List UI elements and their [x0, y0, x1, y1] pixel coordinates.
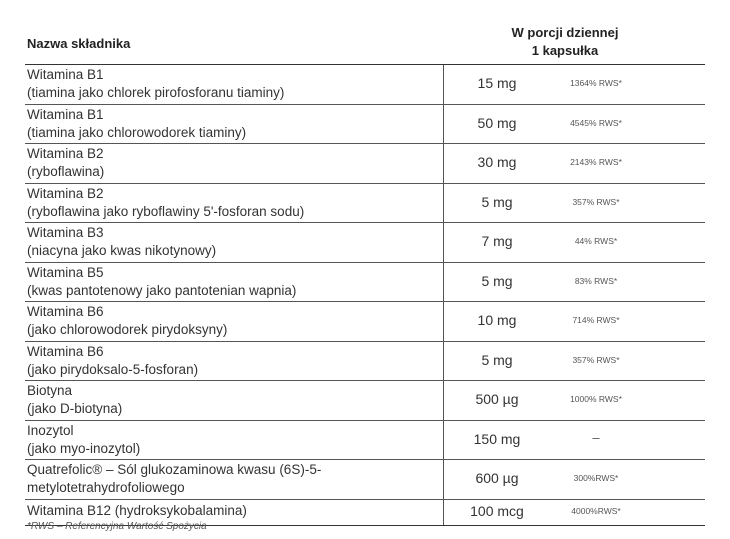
table-row — [25, 184, 705, 224]
ingredient-name-line2: (ryboflawina) — [27, 164, 105, 179]
table-row — [25, 144, 705, 184]
ingredient-amount: 100 mcg — [470, 502, 524, 519]
ingredient-name-line1: Inozytol — [27, 422, 74, 438]
ingredient-amount: 15 mg — [477, 75, 517, 91]
table-row — [25, 381, 705, 421]
ingredient-name-line2: (ryboflawina jako ryboflawiny 5'-fosforan sodu) — [27, 203, 305, 219]
ingredient-name — [27, 461, 321, 497]
table-header — [25, 20, 705, 65]
header-ingredient-name: Nazwa składnika — [27, 36, 131, 51]
rws-percent: 1000% RWS* — [570, 394, 622, 404]
ingredient-amount: 5 mg — [481, 351, 513, 368]
table-body — [25, 65, 705, 500]
rws-percent: 714% RWS* — [572, 315, 620, 325]
ingredient-name-line2: (jako chlorowodorek pirydoksyny) — [27, 322, 228, 337]
ingredient-name-line1: Witamina B6 — [27, 343, 104, 359]
ingredient-amount: 50 mg — [477, 114, 517, 131]
ingredient-amount: 150 mg — [473, 430, 521, 447]
table-row — [25, 342, 705, 382]
ingredient-name: Witamina B12 (hydroksykobalamina) — [27, 502, 247, 518]
rws-percent: 4545% RWS* — [570, 117, 622, 128]
table-row — [25, 223, 705, 263]
ingredient-name-line2: (tiamina jako chlorowodorek tiaminy) — [27, 124, 247, 140]
ingredient-name — [27, 224, 216, 260]
rws-percent: 4000%RWS* — [571, 505, 621, 516]
rws-percent: 300%RWS* — [573, 473, 619, 483]
ingredient-name-line2: (jako pirydoksalo-5-fosforan) — [27, 361, 199, 377]
ingredient-amount: 10 mg — [477, 312, 517, 328]
ingredient-name-line2: (tiamina jako chlorek pirofosforanu tiaminy) — [27, 85, 285, 100]
table-row — [25, 460, 705, 500]
ingredient-name-line1: Witamina B3 — [27, 225, 104, 240]
ingredient-name — [27, 343, 198, 379]
ingredient-name-line2: (niacyna jako kwas nikotynowy) — [27, 243, 217, 258]
rws-percent: 44% RWS* — [574, 236, 618, 246]
ingredient-name-line2: (jako D-biotyna) — [27, 401, 123, 416]
ingredient-name — [27, 145, 104, 181]
table-row — [25, 105, 705, 145]
ingredient-name-line1: Witamina B2 — [27, 185, 104, 201]
ingredient-amount: 7 mg — [481, 233, 513, 249]
ingredient-name — [27, 382, 122, 418]
table-row — [25, 65, 705, 105]
ingredient-name — [27, 106, 246, 142]
ingredient-name-line2: (kwas pantotenowy jako pantotenian wapnia) — [27, 282, 297, 298]
ingredient-amount: 500 µg — [475, 391, 519, 407]
ingredient-name — [27, 303, 227, 339]
header-dose-line1: W porcji dziennej — [511, 25, 619, 40]
rws-percent: 1364% RWS* — [570, 78, 622, 88]
rws-percent: 2143% RWS* — [570, 157, 622, 167]
rws-percent: 357% RWS* — [572, 196, 620, 207]
rws-percent: 83% RWS* — [574, 275, 618, 286]
ingredient-amount: 5 mg — [481, 272, 513, 289]
ingredient-amount: 600 µg — [475, 470, 519, 486]
ingredient-amount: 5 mg — [481, 193, 513, 210]
ingredient-name-line1: Witamina B2 — [27, 146, 104, 161]
ingredient-name — [27, 66, 284, 102]
table-row — [25, 263, 705, 303]
ingredient-name — [27, 185, 304, 221]
ingredient-name-line1: Biotyna — [27, 383, 73, 398]
ingredient-name — [27, 422, 140, 458]
ingredient-name-line1: Quatrefolic® – Sól glukozaminowa kwasu (6S)-5- — [27, 462, 322, 477]
nutrition-table — [25, 20, 705, 526]
ingredient-name-line1: Witamina B1 — [27, 106, 104, 122]
rws-percent: 357% RWS* — [572, 354, 620, 365]
ingredient-amount: 30 mg — [477, 154, 517, 170]
ingredient-name-line1: Witamina B5 — [27, 264, 104, 280]
header-daily-dose — [465, 24, 665, 60]
ingredient-name-line2: (jako myo-inozytol) — [27, 440, 141, 456]
ingredient-name-line1: Witamina B6 — [27, 304, 104, 319]
ingredient-name — [27, 264, 296, 300]
table-row — [25, 302, 705, 342]
rws-percent: – — [592, 429, 600, 445]
footnote: *RWS – Referencyjna Wartość Spożycia — [27, 521, 207, 532]
ingredient-name-line2: metylotetrahydrofoliowego — [27, 480, 185, 495]
header-dose-line2: 1 kapsułka — [531, 43, 599, 58]
ingredient-name-line1: Witamina B1 — [27, 67, 104, 82]
table-row — [25, 421, 705, 461]
